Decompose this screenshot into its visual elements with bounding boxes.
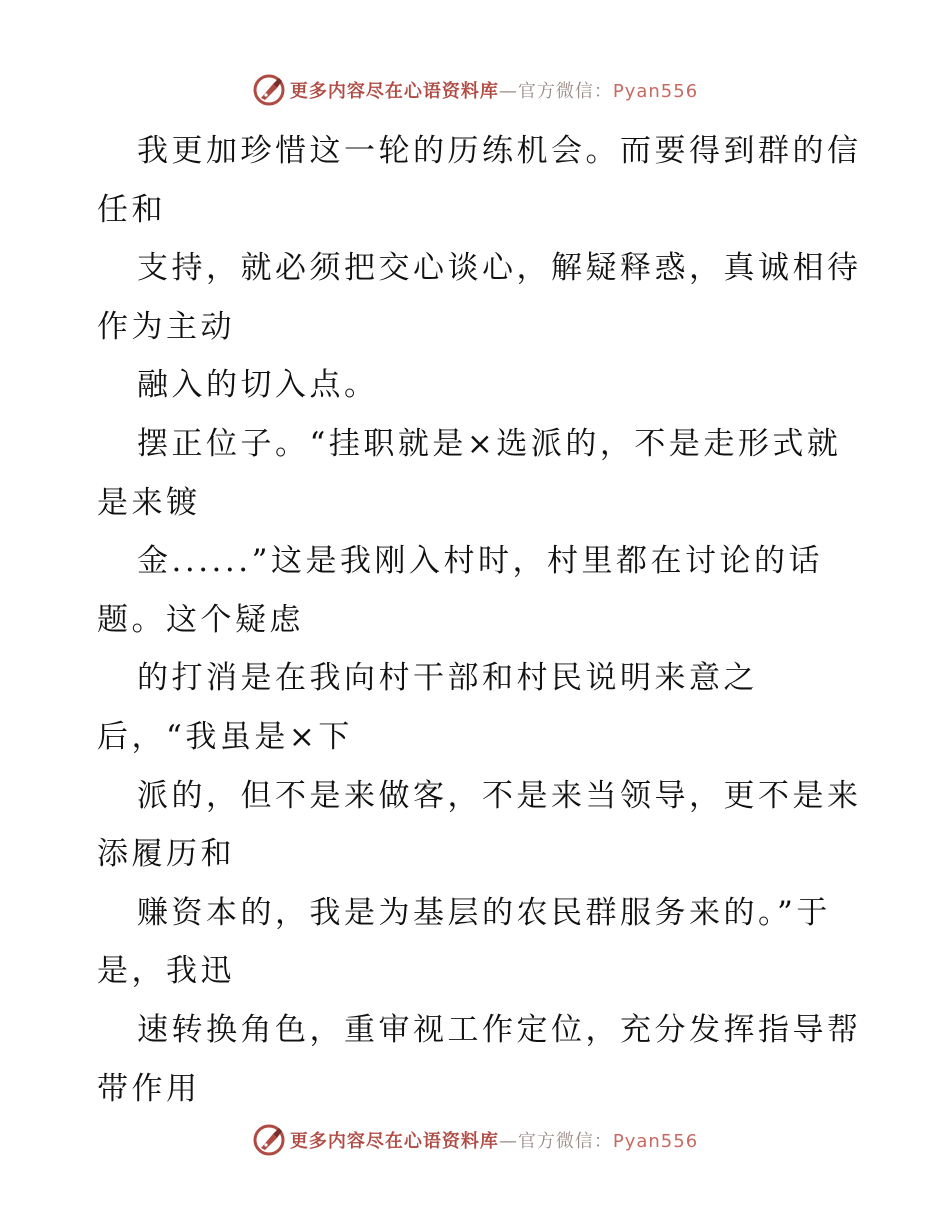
text-line: 金......”这是我刚入村时，村里都在讨论的话 — [137, 543, 823, 580]
text-line: 题。这个疑虑 — [97, 601, 304, 638]
text-line: 是来镀 — [97, 484, 201, 521]
pen-nib-icon — [252, 73, 286, 107]
text-line: 派的，但不是来做客，不是来当领导，更不是来 — [137, 777, 862, 814]
text-line: 任和 — [97, 191, 166, 228]
footer-banner — [0, 1122, 950, 1158]
footer-site-text: 更多内容尽在心语资料库 — [289, 1131, 499, 1152]
document-body — [97, 122, 862, 1118]
text-line: 融入的切入点。 — [137, 367, 379, 404]
text-line: 添履历和 — [97, 836, 235, 873]
header-handle: Pyan556 — [612, 81, 699, 102]
text-line: 我更加珍惜这一轮的历练机会。而要得到群的信 — [137, 133, 862, 169]
header-wechat-label: 官方微信： — [517, 81, 613, 102]
text-line: 带作用 — [97, 1070, 201, 1107]
footer-text — [290, 1127, 698, 1153]
text-line: 赚资本的，我是为基层的农民群服务来的。”于 — [137, 894, 831, 931]
header-site-text: 更多内容尽在心语资料库 — [289, 81, 499, 102]
header-text — [290, 77, 698, 103]
pen-nib-icon — [252, 1123, 286, 1157]
text-line: 后，“我虽是×下 — [97, 718, 353, 755]
text-line: 的打消是在我向村干部和村民说明来意之 — [137, 660, 758, 697]
footer-handle: Pyan556 — [612, 1131, 699, 1152]
footer-wechat-label: 官方微信： — [517, 1131, 613, 1152]
header-separator: — — [498, 81, 518, 102]
text-line: 是，我迅 — [97, 953, 235, 990]
text-line: 摆正位子。“挂职就是×选派的，不是走形式就 — [137, 425, 842, 462]
footer-separator: — — [498, 1131, 518, 1152]
header-banner — [0, 72, 950, 108]
text-line: 速转换角色，重审视工作定位，充分发挥指导帮 — [137, 1011, 862, 1048]
text-line: 作为主动 — [97, 308, 235, 345]
text-line: 支持，就必须把交心谈心，解疑释惑，真诚相待 — [137, 250, 862, 287]
